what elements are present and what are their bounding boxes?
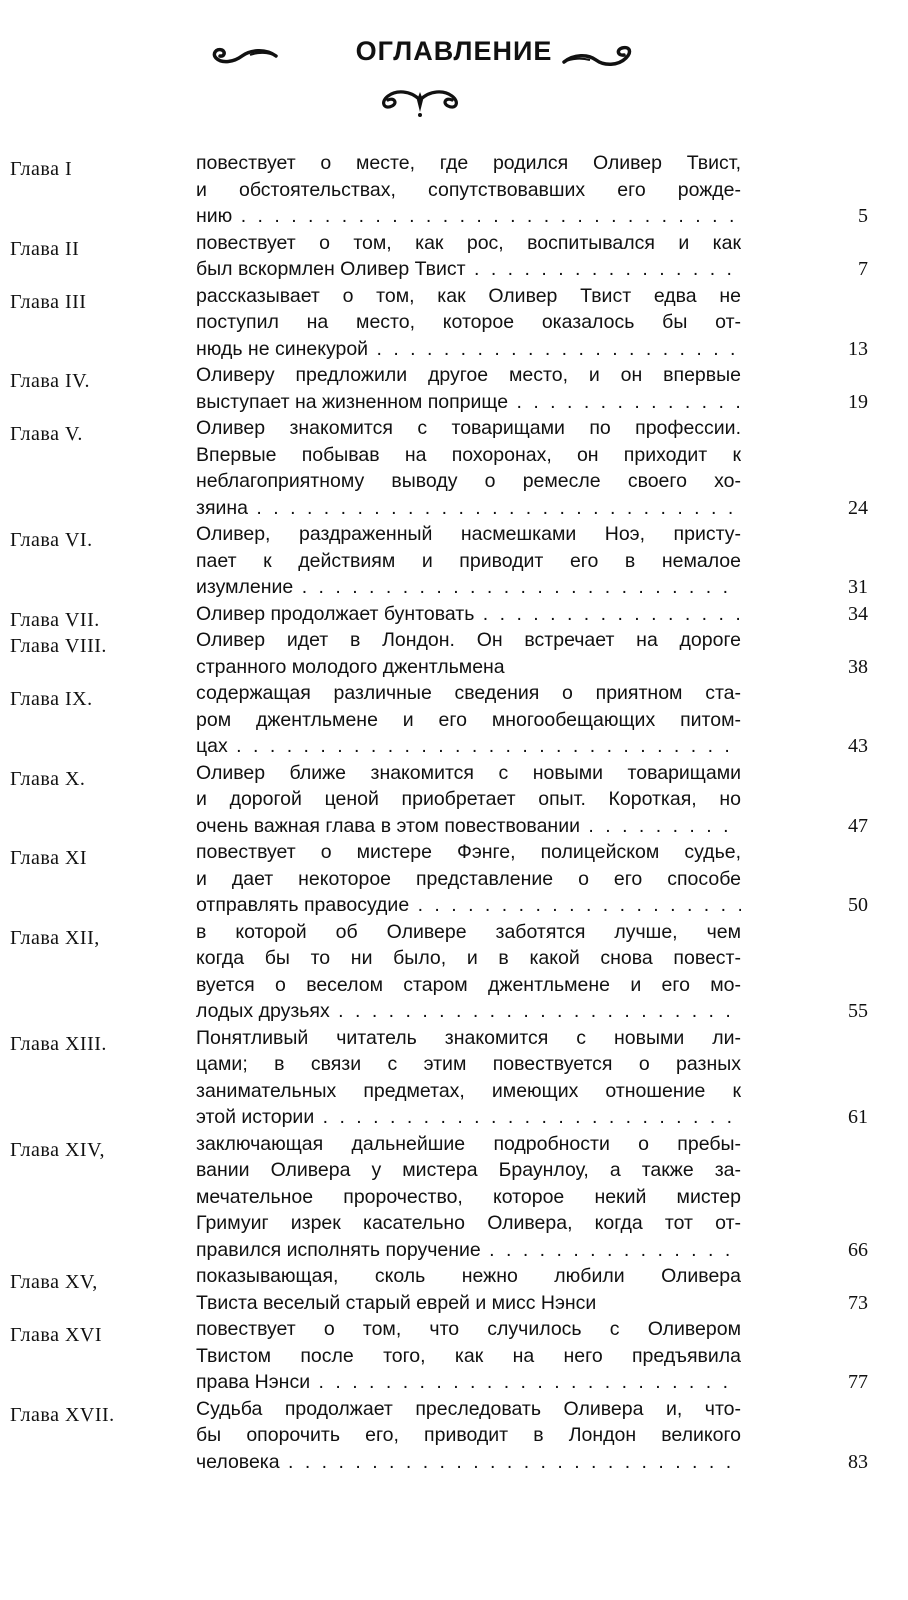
description-line: мечательное пророчество, которое некий мистер	[196, 1185, 741, 1208]
toc-entry	[0, 680, 908, 760]
description-line: занимательных предметах, имеющих отношение к	[196, 1079, 741, 1102]
chapter-description	[196, 415, 741, 521]
flourish-right-icon	[560, 42, 640, 74]
toc-entry	[0, 1025, 908, 1131]
toc-entry	[0, 362, 908, 415]
chapter-description	[196, 283, 741, 363]
description-line: пает к действиям и приводит его в немалое	[196, 549, 741, 572]
chapter-label: Глава X.	[10, 767, 86, 790]
chapter-description	[196, 919, 741, 1025]
table-of-contents	[0, 150, 908, 1475]
toc-entry	[0, 415, 908, 521]
toc-header	[0, 28, 908, 128]
description-line: Понятливый читатель знакомится с новыми ли-	[196, 1026, 741, 1049]
page-number: 50	[848, 894, 868, 916]
description-line: рассказывает о том, как Оливер Твист едва не	[196, 284, 741, 307]
description-line: Впервые побывав на похоронах, он приходит к	[196, 443, 741, 466]
chapter-label: Глава XII,	[10, 926, 100, 949]
description-line: Судьба продолжает преследовать Оливера и, что-	[196, 1397, 741, 1420]
description-line: вании Оливера у мистера Браунлоу, а также за-	[196, 1159, 741, 1181]
description-line: нию . . .	[196, 203, 741, 230]
chapter-label: Глава V.	[10, 423, 83, 445]
description-line: неблагоприятному выводу о ремесле своего хо-	[196, 470, 741, 492]
chapter-label: Глава III	[10, 290, 87, 313]
toc-entry	[0, 1131, 908, 1264]
toc-entry	[0, 1263, 908, 1316]
page-number: 47	[848, 814, 868, 837]
description-line: этой истории . . .	[196, 1104, 741, 1131]
description-line: нюдь не синекурой . . .	[196, 336, 741, 363]
description-line: зяина . . .	[196, 495, 741, 522]
page-number: 31	[848, 576, 868, 598]
chapter-description	[196, 680, 741, 760]
description-line: лодых друзьях . . .	[196, 998, 741, 1025]
chapter-label: Глава VII.	[10, 608, 100, 631]
chapter-label: Глава XI	[10, 847, 88, 869]
chapter-description	[196, 230, 741, 283]
description-line: Оливер продолжает бунтовать . . .	[196, 601, 741, 628]
page-number: 24	[848, 496, 868, 519]
toc-entry	[0, 839, 908, 919]
page-number: 19	[848, 390, 868, 413]
page-number: 73	[848, 1291, 868, 1314]
chapter-description	[196, 362, 741, 415]
toc-entry	[0, 601, 908, 631]
description-line: Оливеру предложили другое место, и он впервые	[196, 364, 741, 386]
description-line: показывающая, сколь нежно любили Оливера	[196, 1265, 741, 1287]
description-line: был вскормлен Оливер Твист . . .	[196, 256, 741, 283]
page-number: 38	[848, 655, 868, 678]
description-line: и обстоятельствах, сопутствовавших его рожде-	[196, 178, 741, 201]
description-line: в которой об Оливере заботятся лучше, чем	[196, 920, 741, 943]
description-line: и дает некоторое представление о его способе	[196, 867, 741, 890]
toc-entry	[0, 150, 908, 230]
description-line: Оливер, раздраженный насмешками Ноэ, присту-	[196, 523, 741, 545]
description-line: когда бы то ни было, и в какой снова повест-	[196, 947, 741, 969]
description-line: Твистом после того, как на него предъявила	[196, 1344, 741, 1367]
toc-entry	[0, 283, 908, 363]
description-line: странного молодого джентльмена	[196, 655, 505, 678]
flourish-center-icon	[370, 84, 470, 118]
chapter-description	[196, 1396, 741, 1476]
chapter-label: Глава XIII.	[10, 1032, 107, 1055]
description-line: права Нэнси . . .	[196, 1369, 741, 1396]
description-line: правился исполнять поручение . . .	[196, 1237, 741, 1264]
chapter-label: Глава XVI	[10, 1324, 103, 1346]
page-number: 77	[848, 1371, 868, 1393]
description-line: Твиста веселый старый еврей и мисс Нэнси	[196, 1291, 597, 1314]
chapter-description	[196, 1025, 741, 1131]
page-number: 13	[848, 337, 868, 360]
chapter-description	[196, 521, 741, 601]
toc-entry	[0, 1316, 908, 1396]
chapter-label: Глава II	[10, 237, 80, 260]
chapter-description	[196, 1316, 741, 1396]
description-line: очень важная глава в этом повествовании . . .	[196, 813, 741, 840]
chapter-label: Глава VI.	[10, 529, 93, 551]
toc-entry	[0, 919, 908, 1025]
description-line: вуется о веселом старом джентльмене и его мо-	[196, 973, 741, 996]
chapter-label: Глава XIV,	[10, 1138, 105, 1161]
page-number: 66	[848, 1238, 868, 1261]
toc-title: ОГЛАВЛЕНИЕ	[355, 36, 553, 66]
description-line: человека . . .	[196, 1449, 741, 1476]
description-line: повествует о мистере Фэнге, полицейском судье,	[196, 841, 741, 863]
page-number: 43	[848, 735, 868, 757]
description-line: Гримуиг изрек касательно Оливера, когда тот от-	[196, 1212, 741, 1234]
toc-entry	[0, 627, 908, 680]
page-number: 83	[848, 1450, 868, 1473]
chapter-description	[196, 1263, 741, 1316]
description-line: содержащая различные сведения о приятном ста-	[196, 682, 741, 704]
page-number: 7	[858, 258, 868, 280]
description-line: ром джентльмене и его многообещающих питом-	[196, 708, 741, 731]
page-number: 34	[848, 602, 868, 625]
description-line: заключающая дальнейшие подробности о пребы-	[196, 1132, 741, 1155]
description-line: повествует о том, что случилось с Оливером	[196, 1318, 741, 1340]
page-number: 5	[858, 205, 868, 227]
chapter-description	[196, 760, 741, 840]
chapter-description	[196, 1131, 741, 1264]
description-line: Оливер ближе знакомится с новыми товарищами	[196, 761, 741, 784]
description-line: цами; в связи с этим повествуется о разных	[196, 1053, 741, 1075]
page-number: 55	[848, 1000, 868, 1022]
chapter-label: Глава IV.	[10, 370, 90, 392]
chapter-description	[196, 150, 741, 230]
toc-entry	[0, 230, 908, 283]
toc-entry	[0, 760, 908, 840]
description-line: отправлять правосудие . . .	[196, 892, 741, 919]
description-line: повествует о месте, где родился Оливер Твист,	[196, 152, 741, 174]
description-line: изумление . . .	[196, 574, 741, 601]
description-line: Оливер знакомится с товарищами по профессии.	[196, 417, 741, 439]
description-line: цах . . .	[196, 733, 741, 760]
description-line: повествует о том, как рос, воспитывался и как	[196, 231, 741, 254]
page-number: 61	[848, 1106, 868, 1128]
chapter-description	[196, 627, 741, 680]
toc-entry	[0, 521, 908, 601]
chapter-label: Глава I	[10, 158, 73, 180]
description-line: Оливер идет в Лондон. Он встречает на дороге	[196, 629, 741, 651]
description-line: поступил на место, которое оказалось бы от-	[196, 311, 741, 333]
chapter-description	[196, 839, 741, 919]
chapter-label: Глава IX.	[10, 688, 93, 710]
chapter-label: Глава XV,	[10, 1271, 98, 1293]
chapter-label: Глава VIII.	[10, 635, 107, 657]
toc-entry	[0, 1396, 908, 1476]
description-line: и дорогой ценой приобретает опыт. Короткая, но	[196, 788, 741, 810]
description-line: бы опорочить его, приводит в Лондон великого	[196, 1424, 741, 1446]
description-line: выступает на жизненном поприще . . .	[196, 389, 741, 416]
chapter-description	[196, 601, 741, 628]
chapter-label: Глава XVII.	[10, 1403, 115, 1426]
